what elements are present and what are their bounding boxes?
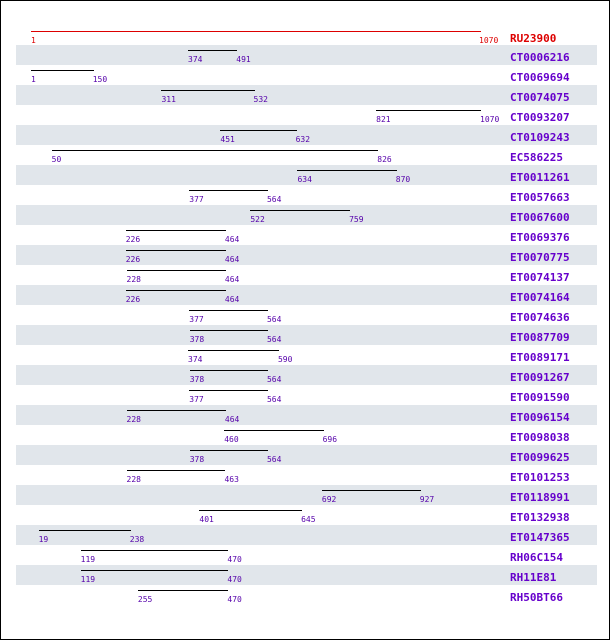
alignment-end-label: 464 (224, 235, 240, 244)
alignment-start-label: 255 (137, 595, 153, 604)
alignment-end-label: 564 (266, 315, 282, 324)
alignment-start-label: 692 (321, 495, 337, 504)
alignment-name-link[interactable]: ET0074164 (510, 291, 570, 304)
alignment-start-label: 377 (189, 395, 204, 404)
alignment-end-label: 470 (227, 555, 242, 564)
alignment-name-link[interactable]: CT0093207 (510, 111, 570, 124)
alignment-name-link[interactable]: ET0070775 (510, 251, 570, 264)
alignment-name-link[interactable]: RH11E81 (510, 571, 557, 584)
alignment-segment (250, 210, 350, 211)
reference-name-link[interactable]: RU23900 (510, 32, 557, 45)
alignment-segment (81, 570, 229, 571)
alignment-name-link[interactable]: ET0132938 (510, 511, 570, 524)
reference-segment (31, 31, 481, 32)
alignment-name-link[interactable]: CT0109243 (510, 131, 570, 144)
alignment-segment (138, 590, 229, 591)
alignment-end-label: 645 (301, 515, 316, 524)
alignment-end-label: 464 (224, 295, 240, 304)
alignment-start-label: 401 (199, 515, 214, 524)
alignment-start-label: 226 (125, 255, 141, 264)
alignment-start-label: 378 (189, 375, 205, 384)
alignment-start-label: 226 (125, 295, 141, 304)
alignment-end-label: 532 (253, 95, 268, 104)
alignment-segment (127, 410, 226, 411)
alignment-name-link[interactable]: RH50BT66 (510, 591, 563, 604)
alignment-segment (81, 550, 229, 551)
alignment-segment (297, 170, 396, 171)
alignment-segment (39, 530, 131, 531)
alignment-name-link[interactable]: CT0006216 (510, 51, 570, 64)
alignment-end-label: 564 (266, 375, 282, 384)
alignment-start-label: 311 (161, 95, 176, 104)
alignment-name-link[interactable]: ET0087709 (510, 331, 570, 344)
alignment-segment (188, 350, 279, 351)
alignment-name-link[interactable]: CT0069694 (510, 71, 570, 84)
alignment-start-label: 19 (38, 535, 49, 544)
alignment-end-label: 470 (227, 595, 242, 604)
alignment-start-label: 119 (80, 555, 96, 564)
alignment-segment (376, 110, 481, 111)
alignment-start-label: 228 (126, 475, 141, 484)
alignment-segment (31, 70, 94, 71)
alignment-name-link[interactable]: ET0118991 (510, 491, 570, 504)
alignment-segment (126, 250, 226, 251)
alignment-end-label: 870 (395, 175, 411, 184)
alignment-end-label: 564 (266, 195, 282, 204)
alignment-segment (126, 230, 226, 231)
alignment-start-label: 374 (188, 55, 203, 64)
alignment-start-label: 378 (189, 335, 205, 344)
alignment-name-link[interactable]: ET0074636 (510, 311, 570, 324)
alignment-start-label: 522 (250, 215, 265, 224)
alignment-start-label: 1 (31, 75, 36, 84)
alignment-end-label: 464 (224, 275, 240, 284)
alignment-name-link[interactable]: EC586225 (510, 151, 563, 164)
alignment-start-label: 377 (189, 315, 204, 324)
alignment-name-link[interactable]: ET0101253 (510, 471, 570, 484)
alignment-end-label: 564 (266, 335, 282, 344)
alignment-name-link[interactable]: ET0011261 (510, 171, 570, 184)
reference-start-label: 1 (31, 36, 36, 45)
alignment-end-label: 491 (236, 55, 251, 64)
alignment-end-label: 470 (227, 575, 242, 584)
alignment-segment (190, 330, 268, 331)
alignment-end-label: 927 (419, 495, 435, 504)
alignment-end-label: 564 (266, 455, 282, 464)
alignment-end-label: 463 (224, 475, 239, 484)
alignment-segment (190, 370, 268, 371)
alignment-name-link[interactable]: ET0091590 (510, 391, 570, 404)
alignment-end-label: 564 (266, 395, 282, 404)
reference-end-label: 1070 (479, 36, 499, 45)
alignment-name-link[interactable]: ET0074137 (510, 271, 570, 284)
alignment-name-link[interactable]: ET0147365 (510, 531, 570, 544)
alignment-end-label: 1070 (480, 115, 500, 124)
alignment-start-label: 50 (51, 155, 62, 164)
alignment-segment (189, 190, 268, 191)
alignment-segment (161, 90, 254, 91)
alignment-name-link[interactable]: ET0057663 (510, 191, 570, 204)
alignment-segment (52, 150, 379, 151)
alignment-start-label: 228 (126, 415, 141, 424)
alignment-segment (189, 390, 268, 391)
alignment-end-label: 632 (295, 135, 311, 144)
alignment-start-label: 377 (189, 195, 204, 204)
alignment-name-link[interactable]: ET0098038 (510, 431, 570, 444)
alignment-end-label: 696 (322, 435, 338, 444)
alignment-segment (127, 270, 226, 271)
alignment-end-label: 150 (92, 75, 108, 84)
alignment-segment (126, 290, 226, 291)
alignment-segment (189, 310, 268, 311)
alignment-segment (322, 490, 421, 491)
alignment-segment (224, 430, 323, 431)
alignment-name-link[interactable]: RH06C154 (510, 551, 563, 564)
alignment-start-label: 460 (224, 435, 239, 444)
alignment-start-label: 634 (297, 175, 312, 184)
alignment-segment (190, 450, 268, 451)
alignment-end-label: 590 (277, 355, 293, 364)
alignment-segment (199, 510, 302, 511)
alignment-name-link[interactable]: ET0091267 (510, 371, 570, 384)
alignment-start-label: 228 (126, 275, 141, 284)
alignment-end-label: 826 (377, 155, 392, 164)
alignment-start-label: 226 (125, 235, 141, 244)
alignment-end-label: 464 (224, 255, 240, 264)
alignment-segment (188, 50, 237, 51)
alignment-name-link[interactable]: ET0089171 (510, 351, 570, 364)
alignment-name-link[interactable]: CT0074075 (510, 91, 570, 104)
alignment-end-label: 464 (224, 415, 240, 424)
alignment-start-label: 821 (376, 115, 391, 124)
alignment-start-label: 378 (189, 455, 205, 464)
alignment-name-link[interactable]: ET0067600 (510, 211, 570, 224)
alignment-segment (127, 470, 226, 471)
alignment-name-link[interactable]: ET0096154 (510, 411, 570, 424)
alignment-start-label: 119 (80, 575, 96, 584)
alignment-start-label: 374 (188, 355, 203, 364)
alignment-start-label: 451 (220, 135, 235, 144)
alignment-name-link[interactable]: ET0069376 (510, 231, 570, 244)
alignment-segment (220, 130, 296, 131)
alignment-name-link[interactable]: ET0099625 (510, 451, 570, 464)
alignment-end-label: 238 (129, 535, 145, 544)
alignment-end-label: 759 (349, 215, 364, 224)
